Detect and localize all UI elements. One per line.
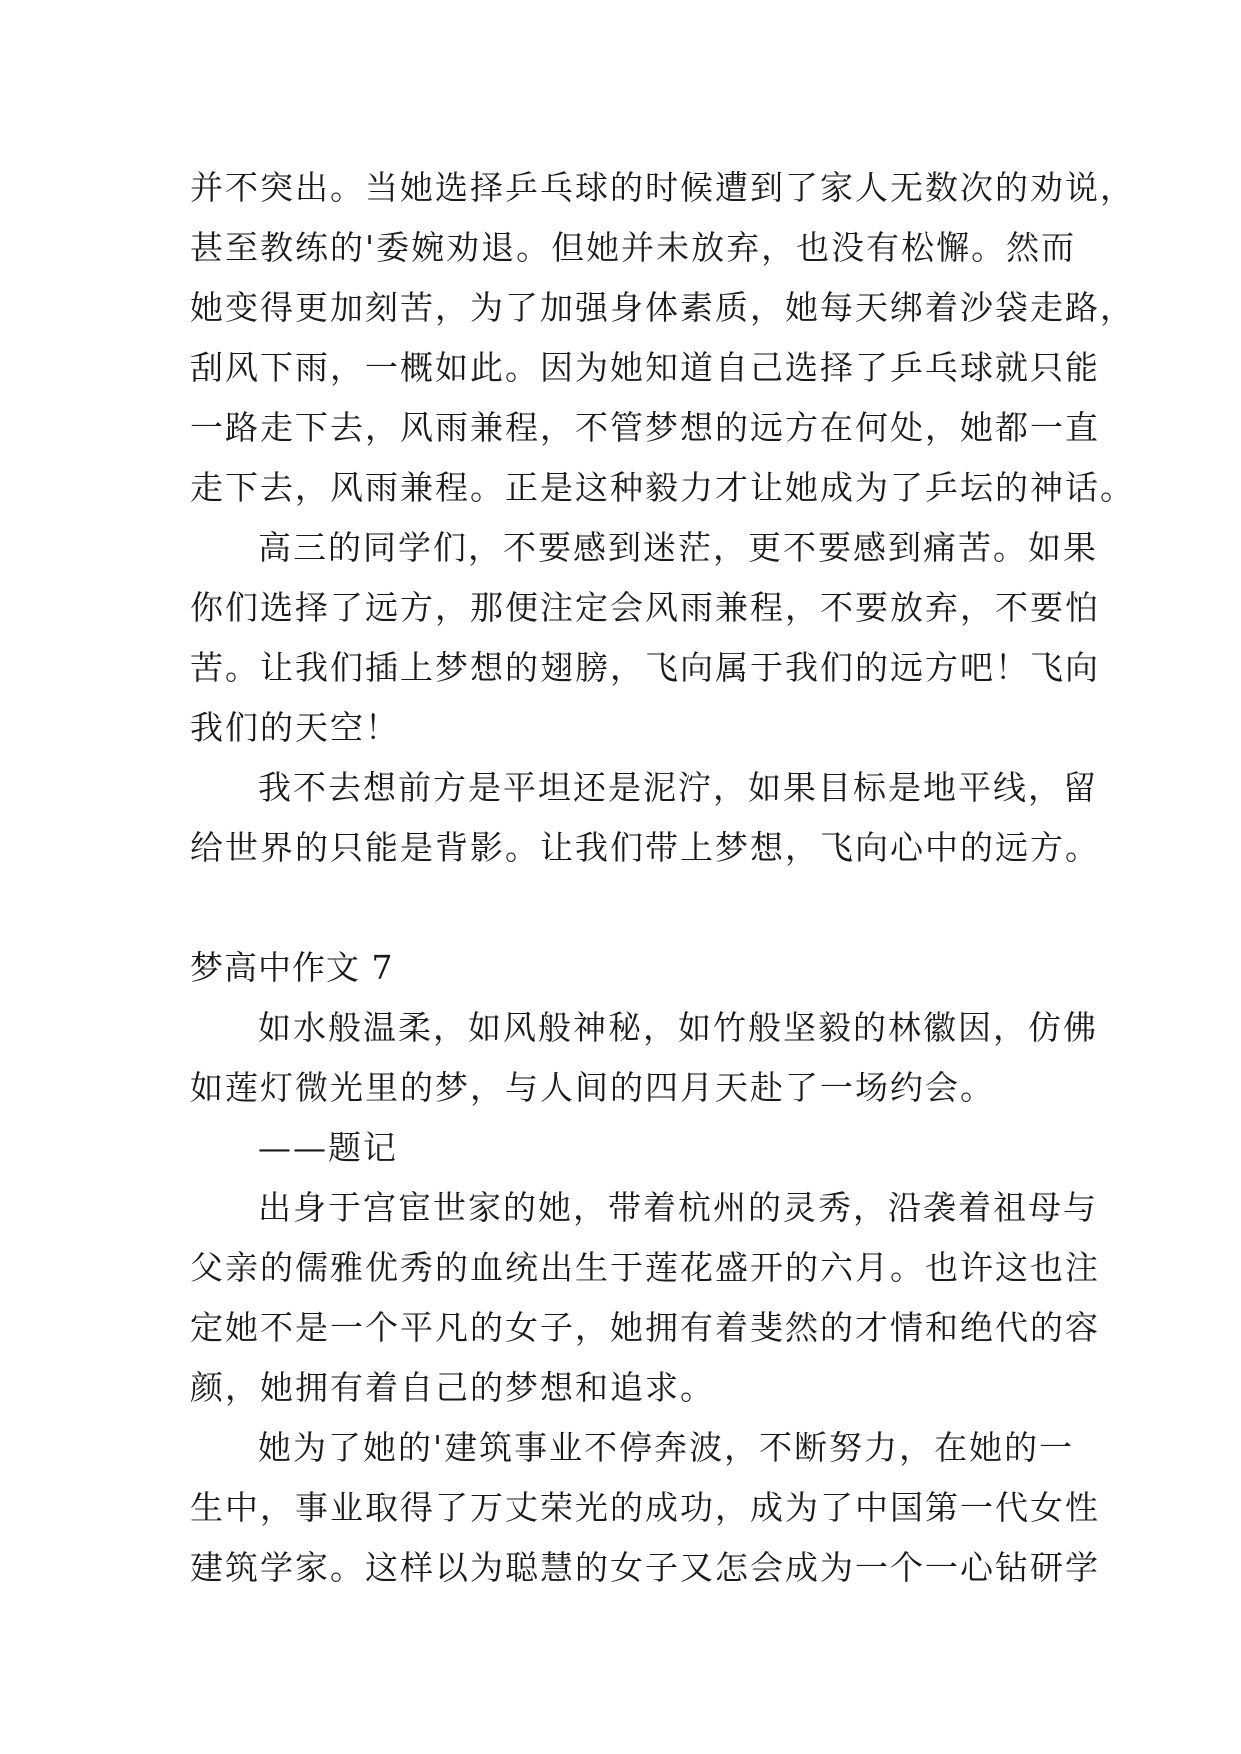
text-line: 走下去，风雨兼程。正是这种毅力才让她成为了乒坛的神话。 [190, 468, 1135, 507]
paragraph [190, 1418, 1100, 1598]
text-line: 高三的同学们，不要感到迷茫，更不要感到痛苦。如果 [258, 528, 1098, 567]
text-line: 我不去想前方是平坦还是泥泞，如果目标是地平线，留 [258, 768, 1098, 807]
text-line: 你们选择了远方，那便注定会风雨兼程，不要放弃，不要怕 [190, 588, 1100, 627]
text-line: 并不突出。当她选择乒乓球的时候遭到了家人无数次的劝说， [190, 168, 1135, 207]
text-line: 她变得更加刻苦，为了加强身体素质，她每天绑着沙袋走路， [190, 288, 1135, 327]
text-line: 苦。让我们插上梦想的翅膀，飞向属于我们的远方吧！飞向 [190, 648, 1100, 687]
text-line: 如莲灯微光里的梦，与人间的四月天赴了一场约会。 [190, 1068, 995, 1107]
text-line: 生中，事业取得了万丈荣光的成功，成为了中国第一代女性 [190, 1488, 1100, 1527]
essay-text [190, 158, 1135, 1598]
text-line: 我们的天空！ [190, 708, 400, 747]
paragraph [190, 518, 1100, 758]
paragraph [190, 1178, 1100, 1418]
text-line: 一路走下去，风雨兼程，不管梦想的远方在何处，她都一直 [190, 408, 1100, 447]
text-line: 甚至教练的'委婉劝退。但她并未放弃，也没有松懈。然而 [190, 228, 1077, 267]
text-line: 建筑学家。这样以为聪慧的女子又怎会成为一个一心钻研学 [190, 1548, 1100, 1587]
text-line: 出身于宫宦世家的她，带着杭州的灵秀，沿袭着祖母与 [258, 1188, 1098, 1227]
section-gap [190, 878, 1090, 938]
text-line: 如水般温柔，如风般神秘，如竹般坚毅的林徽因，仿佛 [258, 1008, 1098, 1047]
text-line: 给世界的只能是背影。让我们带上梦想，飞向心中的远方。 [190, 828, 1100, 867]
text-line: 刮风下雨，一概如此。因为她知道自己选择了乒乓球就只能 [190, 348, 1100, 387]
section-heading: 梦高中作文 7 [190, 948, 394, 987]
text-line: 定她不是一个平凡的女子，她拥有着斐然的才情和绝代的容 [190, 1308, 1100, 1347]
paragraph [190, 998, 1098, 1118]
inscription: ——题记 [258, 1128, 398, 1167]
paragraph [190, 158, 1135, 518]
text-line: 颜，她拥有着自己的梦想和追求。 [190, 1368, 715, 1407]
text-line: 父亲的儒雅优秀的血统出生于莲花盛开的六月。也许这也注 [190, 1248, 1100, 1287]
paragraph [190, 758, 1100, 878]
text-line: 她为了她的'建筑事业不停奔波，不断努力，在她的一 [258, 1428, 1075, 1467]
